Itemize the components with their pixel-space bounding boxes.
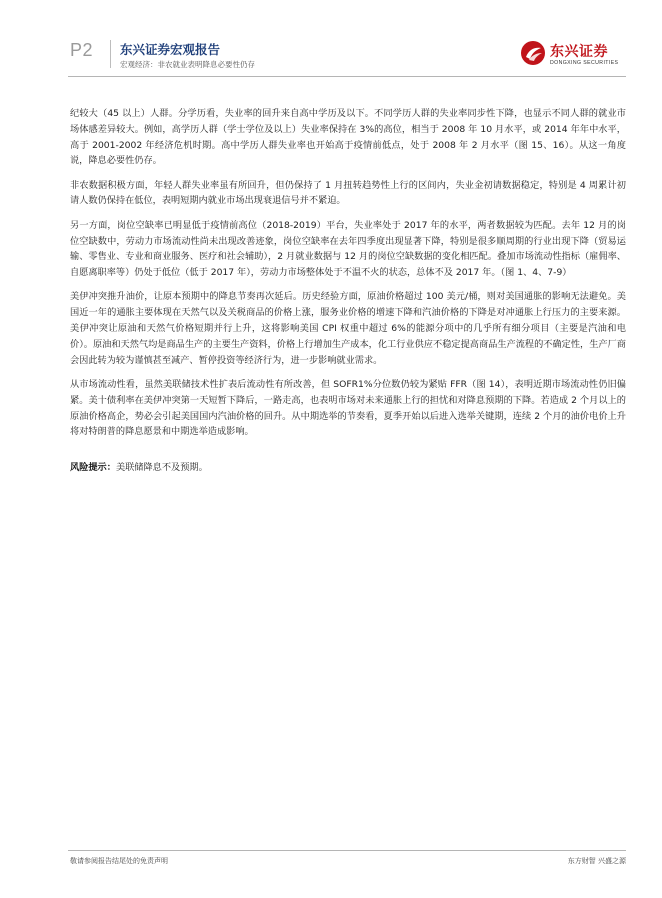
body-paragraph: 纪较大（45 以上）人群。分学历看，失业率的回升来自高中学历及以下。不同学历人群的失业率同步性下降，也显示不同人群的就业市场体感差异较大。例如，高学历人群（学士学位及以上）失业率保持在 3%的高位，相当于 2008 年 10 月水平，或 2014 年年中水平，高于 2001-2002 年经济危机时期。高中学历人群失业率也开始高于疫情前低点，处于 2008 年 2 月水平（图 15、16）。从这一角度说，降息必要性仍存。 <box>70 108 626 167</box>
body-paragraph: 美伊冲突推升油价，让原本预期中的降息节奏再次延后。历史经验方面，原油价格超过 100 美元/桶，则对美国通胀的影响无法避免。美国近一年的通胀主要体现在天然气以及关税商品的价格上涨，服务业价格的增速下降和汽油价格的下降是对冲通胀上行压力的主要来源。美伊冲突让原油和天然气价格短期并行上升，这将影响美国 CPI 权重中超过 6%的能源分项中的几乎所有细分项目（主要是汽油和电价）。原油和天然气均是商品生产的主要生产资料，价格上行增加生产成本，化工行业供应不稳定提高商品生产流程的不确定性，生产厂商会因此转为较为谨慎甚至减产、暂停投资等经济行为，进一步影响就业需求。 <box>70 291 626 366</box>
report-title: 东兴证券宏观报告 <box>120 42 221 57</box>
brand-logo-block <box>520 38 630 72</box>
risk-label: 风险提示： <box>70 462 116 474</box>
brand-english-name: DONGXING SECURITIES <box>550 60 619 66</box>
risk-text: 美联储降息不及预期。 <box>115 462 208 474</box>
report-subtitle: 宏观经济：非农就业表明降息必要性仍存 <box>120 60 255 69</box>
risk-warning <box>70 460 626 476</box>
body-paragraph: 非农数据积极方面，年轻人群失业率虽有所回升，但仍保持了 1 月扭转趋势性上行的区间内，失业金初请数据稳定，特别是 4 周累计初请人数仍保持在低位，表明短期内就业市场出现衰退信号并不紧迫。 <box>70 179 626 207</box>
header-rule <box>68 76 626 77</box>
footer-rule <box>68 850 626 851</box>
page-number: P2 <box>70 40 94 60</box>
report-body <box>70 106 626 476</box>
brand-logo-icon <box>520 40 546 66</box>
body-paragraph: 另一方面，岗位空缺率已明显低于疫情前高位（2018-2019）平台，失业率处于 2017 年的水平，两者数据较为匹配。去年 12 月的岗位空缺数中，劳动力市场流动性尚未出现改善迹象，岗位空缺率在去年四季度出现显著下降，特别是很多顺周期的行业出现下降（贸易运输、零售业、专业和商业服务、医疗和社会辅助），2 月就业数据与 12 月的岗位空缺数据的变化相匹配。叠加市场流动性指标（雇佣率、自愿离职率等）仍处于低位（低于 2017 年），劳动力市场整体处于不温不火的状态，总体不及 2017 年。（图 1、4、7-9） <box>70 219 626 279</box>
header-divider <box>110 40 111 68</box>
brand-name: 东兴证券 <box>550 44 608 60</box>
footer-slogan: 东方财智 兴盛之源 <box>567 857 626 865</box>
body-paragraph: 从市场流动性看，虽然美联储技术性扩表后流动性有所改善，但 SOFR1%分位数仍较为紧贴 FFR（图 14），表明近期市场流动性仍旧偏紧。美十债利率在美伊冲突第一天短暂下降后，一路走高，也表明市场对未来通胀上行的担忧和对降息预期的下降。若造成 2 个月以上的原油价格高企，势必会引起美国国内汽油价格的回升。从中期选举的节奏看，夏季开始以后进入选举关键期，连续 2 个月的油价电价上升将对特朗普的降息愿景和中期选举造成影响。 <box>70 378 626 438</box>
footer-disclaimer: 敬请参阅报告结尾处的免责声明 <box>70 857 168 865</box>
page-header <box>0 0 662 72</box>
